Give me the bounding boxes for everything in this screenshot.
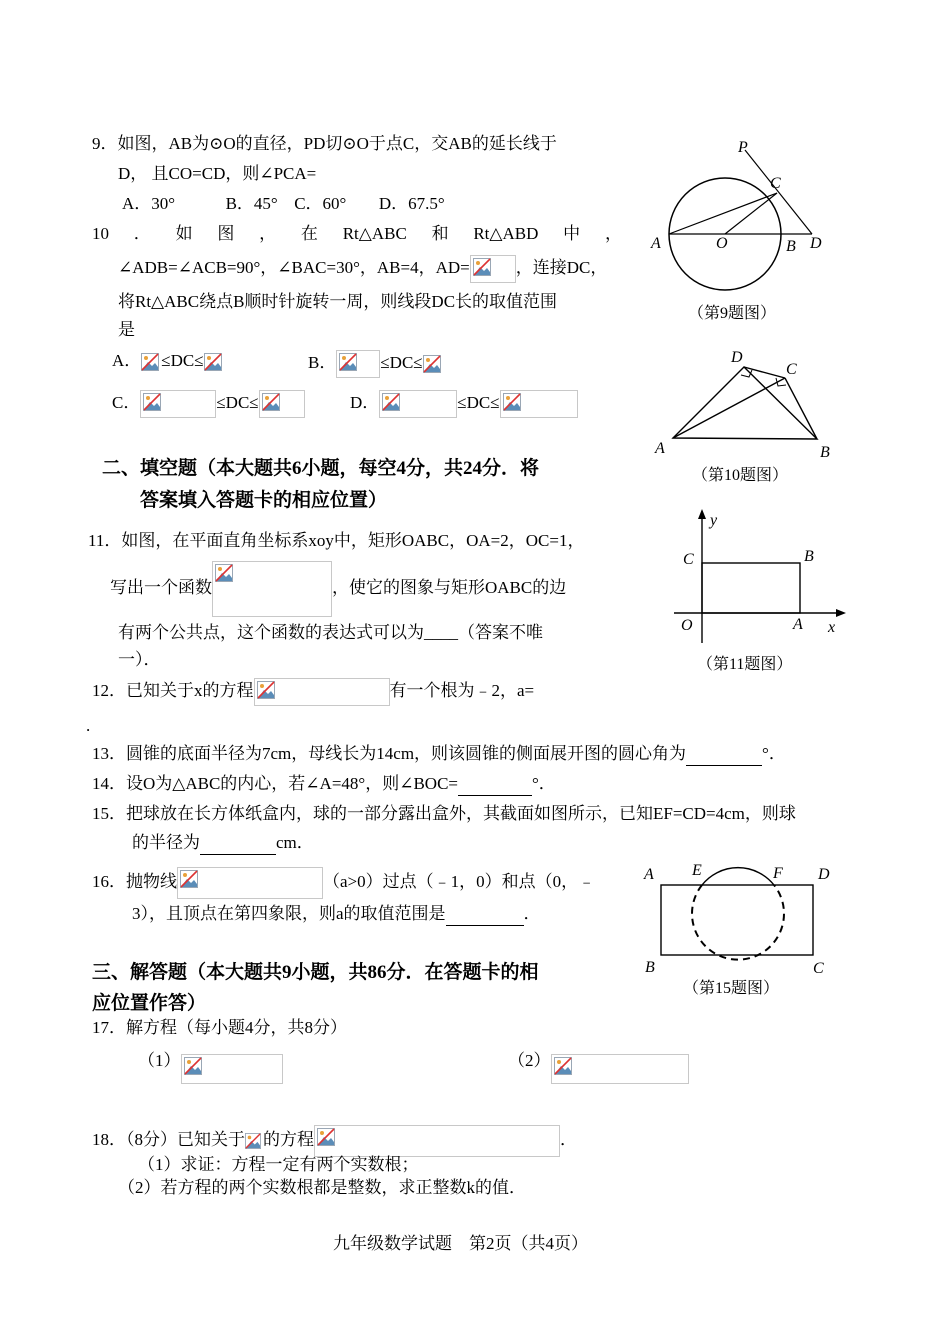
q11-label-x: x bbox=[828, 619, 836, 636]
q10-label-b: B bbox=[820, 444, 830, 461]
q9-line1: 9．如图，AB为⊙O的直径，PD切⊙O于点C，交AB的延长线于 bbox=[92, 134, 557, 153]
broken-image-icon bbox=[317, 1128, 335, 1146]
broken-image-icon bbox=[141, 353, 159, 371]
formula-image bbox=[141, 351, 161, 373]
formula-image bbox=[336, 350, 380, 378]
formula-image bbox=[177, 867, 323, 899]
formula-image bbox=[254, 678, 390, 706]
answer-blank bbox=[200, 832, 276, 855]
q15-line2: 的半径为 cm． bbox=[132, 832, 314, 855]
q9-label-o: O bbox=[716, 235, 728, 252]
q9-option-d: D．67.5° bbox=[378, 194, 445, 213]
broken-image-icon bbox=[554, 1057, 572, 1075]
formula-image bbox=[204, 351, 224, 373]
q16-line1: 16．抛物线 （a>0）过点（﹣1，0）和点（0，﹣ bbox=[92, 867, 595, 899]
formula-image bbox=[470, 255, 516, 283]
formula-image bbox=[259, 390, 305, 418]
broken-image-icon bbox=[257, 681, 275, 699]
q11-line2: 写出一个函数 ，使它的图象与矩形OABC的边 bbox=[110, 560, 566, 617]
q9-option-c: C．60° bbox=[294, 194, 347, 213]
formula-image bbox=[423, 353, 443, 375]
q18-sub2: （2）若方程的两个实数根都是整数，求正整数k的值． bbox=[118, 1178, 526, 1197]
broken-image-icon bbox=[473, 258, 491, 276]
page-footer: 九年级数学试题 第2页（共4页） bbox=[333, 1234, 588, 1253]
q11-figure bbox=[670, 505, 855, 655]
q10-line2: ∠ADB=∠ACB=90°，∠BAC=30°，AB=4，AD= ，连接DC， bbox=[118, 255, 607, 283]
q11-label-c: C bbox=[683, 551, 694, 568]
q13: 13．圆锥的底面半径为7cm，母线长为14cm，则该圆锥的侧面展开图的圆心角为 °． bbox=[92, 743, 786, 766]
broken-image-icon bbox=[245, 1133, 261, 1149]
q9-option-a: A．30° bbox=[122, 194, 176, 213]
q10-line4: 是 bbox=[118, 320, 135, 339]
q10-option-a: A． ≤DC≤ bbox=[112, 350, 224, 373]
answer-blank bbox=[458, 773, 532, 796]
formula-image bbox=[181, 1054, 283, 1084]
broken-image-icon bbox=[143, 393, 161, 411]
formula-image bbox=[140, 390, 216, 418]
q11-label-b: B bbox=[804, 548, 814, 565]
q10-option-b: B． ≤DC≤ bbox=[308, 350, 443, 378]
formula-image bbox=[212, 561, 332, 617]
q10-figure bbox=[645, 340, 845, 465]
q15-label-f: F bbox=[773, 865, 783, 882]
q11-line1: 11．如图，在平面直角坐标系xoy中，矩形OABC，OA=2，OC=1， bbox=[88, 531, 585, 550]
q17: 17．解方程（每小题4分，共8分） bbox=[92, 1018, 347, 1037]
q9-line2: D， 且CO=CD，则∠PCA= bbox=[118, 164, 317, 183]
q11-label-o: O bbox=[681, 617, 693, 634]
section-3-heading: 三、解答题（本大题共9小题，共86分．在答题卡的相 bbox=[92, 962, 539, 983]
q9-label-d: D bbox=[810, 235, 822, 252]
q11-caption: （第11题图） bbox=[697, 656, 793, 673]
q12: 12．已知关于x的方程 有一个根为﹣2，a= bbox=[92, 678, 534, 706]
q9-label-a: A bbox=[651, 235, 661, 252]
formula-image bbox=[379, 390, 457, 418]
formula-image bbox=[500, 390, 578, 418]
q15-label-c: C bbox=[813, 960, 824, 975]
q10-label-a: A bbox=[655, 440, 665, 457]
q9-option-b: B．45° bbox=[225, 194, 278, 213]
q9-options bbox=[122, 193, 445, 215]
formula-image bbox=[551, 1054, 689, 1084]
q15-label-a: A bbox=[644, 866, 654, 883]
formula-image bbox=[245, 1131, 263, 1151]
q9-label-p: P bbox=[738, 139, 748, 156]
q16-line2: 3），且顶点在第四象限，则a的取值范围是 ． bbox=[132, 903, 541, 926]
broken-image-icon bbox=[180, 870, 198, 888]
q10-caption: （第10题图） bbox=[692, 467, 789, 484]
q11-label-y: y bbox=[710, 512, 718, 529]
broken-image-icon bbox=[339, 353, 357, 371]
q15-label-d: D bbox=[818, 866, 830, 883]
broken-image-icon bbox=[382, 393, 400, 411]
q10-line1: 10 ． 如 图 ， 在 Rt△ABC 和 Rt△ABD 中 ， bbox=[92, 224, 622, 243]
q9-caption: （第9题图） bbox=[688, 305, 777, 322]
broken-image-icon bbox=[262, 393, 280, 411]
q17-part2: （2） bbox=[508, 1046, 689, 1084]
q15-line1: 15．把球放在长方体纸盒内，球的一部分露出盒外，其截面如图所示，已知EF=CD=4cm，则球 bbox=[92, 804, 796, 823]
broken-image-icon bbox=[204, 353, 222, 371]
q15-label-b: B bbox=[645, 959, 655, 975]
q14: 14．设O为△ABC的内心，若∠A=48°，则∠BOC= °． bbox=[92, 773, 556, 796]
q12-tail: . bbox=[86, 716, 91, 735]
q18: 18．（8分）已知关于 的方程 ． bbox=[92, 1124, 577, 1157]
q11-label-a: A bbox=[793, 616, 803, 633]
broken-image-icon bbox=[215, 564, 233, 582]
q10-line3: 将Rt△ABC绕点B顺时针旋转一周，则线段DC长的取值范围 bbox=[118, 292, 558, 311]
q10-option-d: D． ≤DC≤ bbox=[350, 390, 578, 418]
q9-figure bbox=[640, 130, 840, 300]
q18-sub1: （1）求证：方程一定有两个实数根； bbox=[138, 1155, 419, 1174]
q10-label-c: C bbox=[786, 361, 797, 378]
broken-image-icon bbox=[423, 355, 441, 373]
q11-line3: 有两个公共点，这个函数的表达式可以为____（答案不唯 bbox=[118, 623, 543, 642]
q15-figure bbox=[640, 855, 845, 975]
q10-option-c: C． ≤DC≤ bbox=[112, 390, 305, 418]
broken-image-icon bbox=[184, 1057, 202, 1075]
q10-label-d: D bbox=[731, 349, 743, 366]
answer-blank bbox=[686, 743, 762, 766]
q9-label-c: C bbox=[770, 175, 781, 192]
broken-image-icon bbox=[503, 393, 521, 411]
answer-blank bbox=[446, 903, 524, 926]
q9-label-b: B bbox=[786, 238, 796, 255]
section-3-heading-line2: 应位置作答） bbox=[92, 993, 207, 1014]
formula-image bbox=[314, 1125, 560, 1157]
q15-label-e: E bbox=[692, 862, 702, 879]
q11-line4: 一）． bbox=[118, 650, 161, 669]
q15-caption: （第15题图） bbox=[683, 980, 780, 997]
q17-part1: （1） bbox=[138, 1046, 283, 1084]
section-2-heading: 二、填空题（本大题共6小题，每空4分，共24分．将 bbox=[102, 458, 540, 479]
section-2-heading-line2: 答案填入答题卡的相应位置） bbox=[140, 490, 388, 511]
